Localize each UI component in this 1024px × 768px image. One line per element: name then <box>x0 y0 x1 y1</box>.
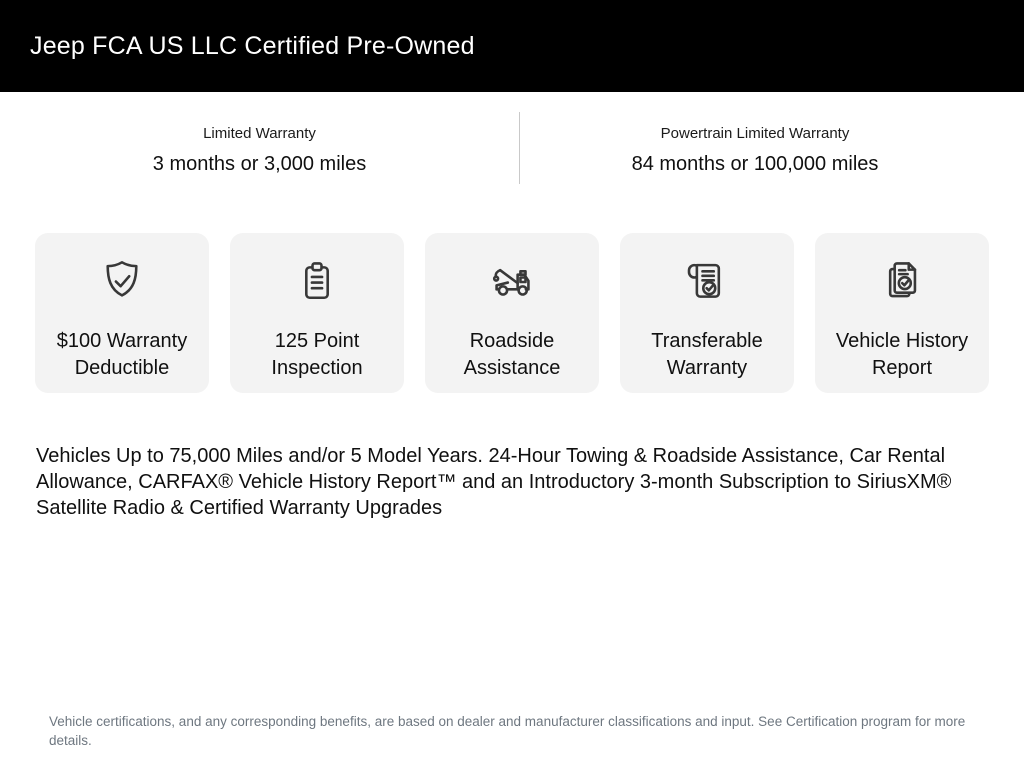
benefit-cards <box>35 233 989 393</box>
disclaimer-text: Vehicle certifications, and any corresponding benefits, are based on dealer and manufacturer classifications and input. See Certification program for more details. <box>49 714 966 748</box>
benefit-label: Transferable Warranty <box>651 330 763 379</box>
benefit-card-roadside <box>425 233 599 393</box>
warranty-summary <box>0 112 1024 184</box>
warranty-value: 3 months or 3,000 miles <box>152 153 367 175</box>
receipt-check-icon <box>680 254 734 310</box>
documents-check-icon <box>875 254 929 310</box>
benefit-card-transferable <box>620 233 794 393</box>
benefit-label: Vehicle History Report <box>835 330 969 379</box>
benefit-card-inspection <box>230 233 404 393</box>
tow-truck-icon <box>485 254 539 310</box>
warranty-label: Limited Warranty <box>203 125 316 142</box>
clipboard-icon <box>290 254 344 310</box>
benefit-label: 125 Point Inspection <box>271 330 363 379</box>
page-title: Jeep FCA US LLC Certified Pre-Owned <box>30 31 475 60</box>
header-bar <box>0 0 1024 92</box>
benefit-label: $100 Warranty Deductible <box>56 330 188 379</box>
warranty-label: Powertrain Limited Warranty <box>660 125 850 142</box>
program-description: Vehicles Up to 75,000 Miles and/or 5 Model Years. 24-Hour Towing & Roadside Assistance, Car Rental Allowance, CARFAX® Vehicle History Report™ and an Introductory 3-month Subscription to SiriusXM® Satellite Radio & Certified Warranty Upgrades <box>36 445 952 519</box>
powertrain-warranty-block <box>520 112 1024 184</box>
benefit-label: Roadside Assistance <box>463 330 561 379</box>
shield-check-icon <box>95 254 149 310</box>
benefit-card-warranty-deductible <box>35 233 209 393</box>
benefit-card-history-report <box>815 233 989 393</box>
limited-warranty-block <box>0 112 519 184</box>
warranty-value: 84 months or 100,000 miles <box>631 153 879 175</box>
